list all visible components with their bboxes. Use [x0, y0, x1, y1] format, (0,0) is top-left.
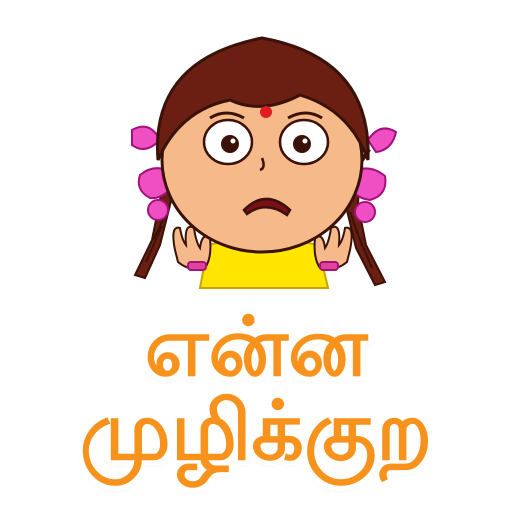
- caption-line-2: முழிக்குற: [79, 384, 433, 479]
- left-eye: [204, 120, 252, 164]
- right-eye: [280, 120, 328, 164]
- caption-line-1: என்ன: [144, 300, 368, 395]
- bindi: [260, 106, 272, 118]
